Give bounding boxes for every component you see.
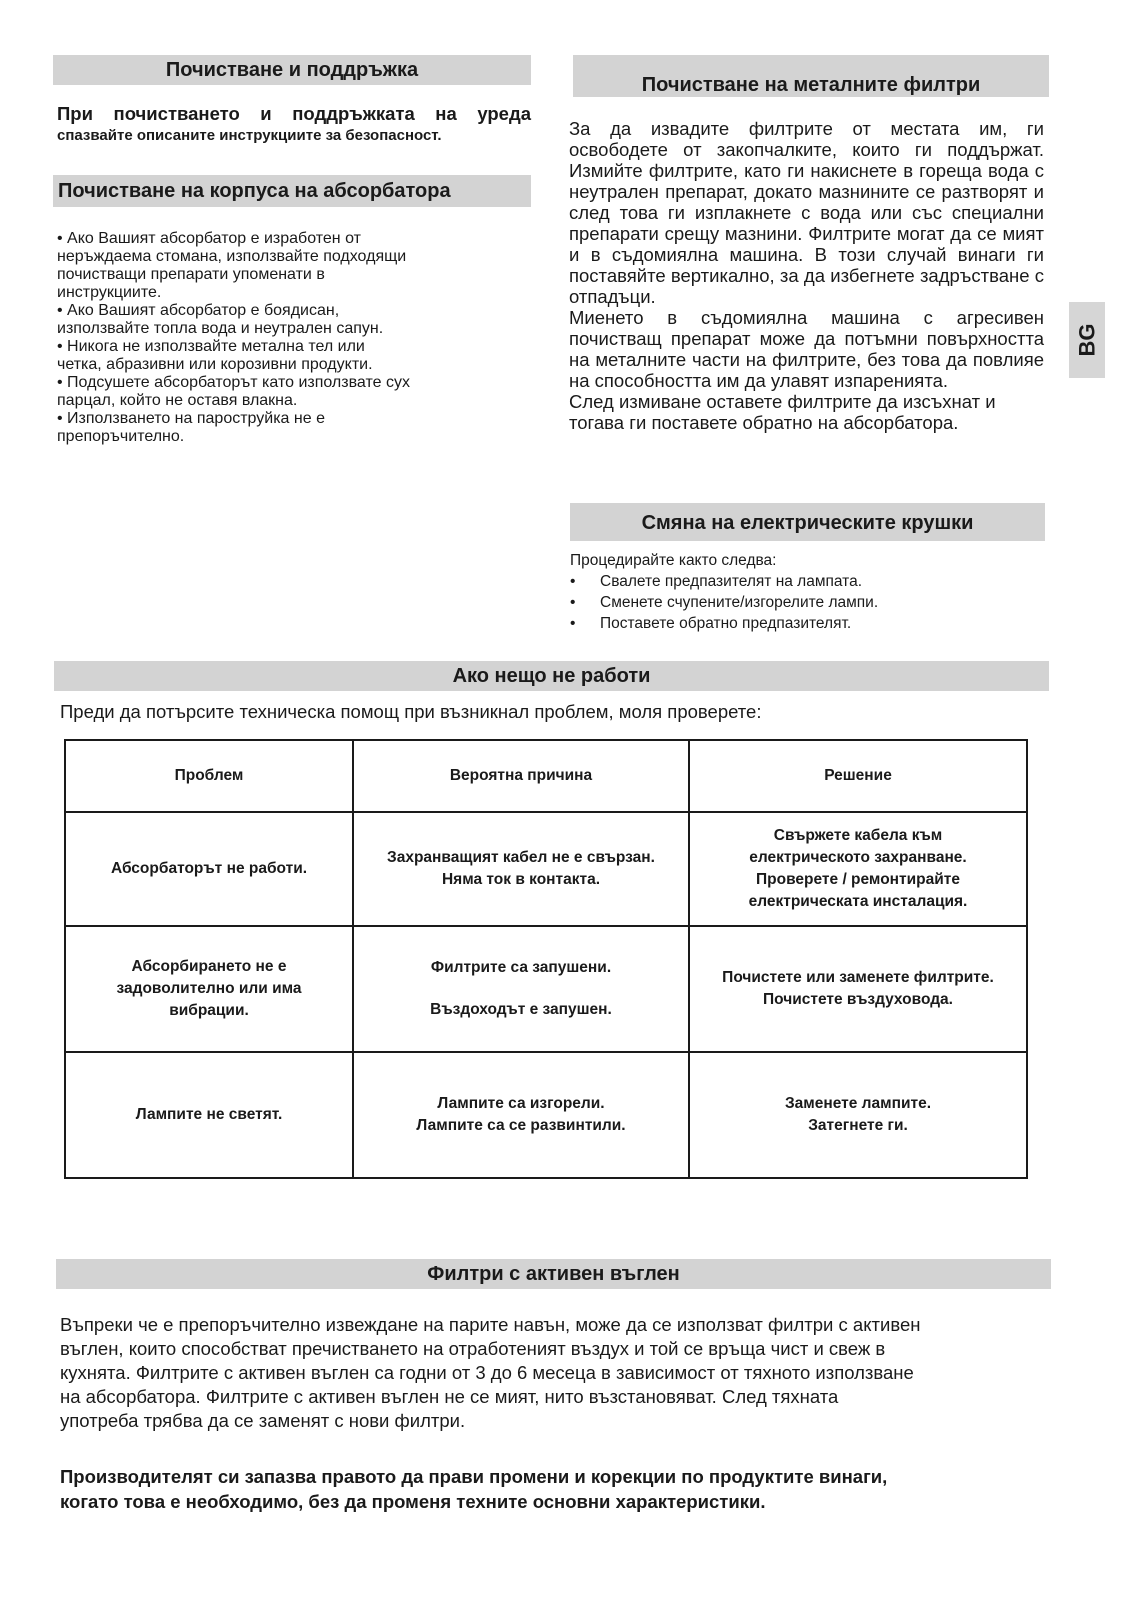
table-cell-line: Почистете въздуховода. bbox=[763, 991, 953, 1008]
table-cell-line: вибрации. bbox=[169, 1002, 249, 1019]
table-cell-line: Заменете лампите. bbox=[784, 1095, 932, 1112]
table-cell-line: Почистете или заменете филтрите. bbox=[722, 969, 994, 986]
bulbs-step bbox=[570, 613, 1045, 634]
table-cell-line: задоволително или има bbox=[116, 980, 302, 997]
table-cell-line: Лампите не светят. bbox=[135, 1106, 283, 1123]
manufacturer-notice bbox=[60, 1464, 1060, 1514]
bulbs-step bbox=[570, 592, 1045, 613]
troubleshooting-intro: Преди да потърсите техническа помощ при възникнал проблем, моля проверете: bbox=[60, 701, 762, 722]
body-cleaning-line: неръждаема стомана, използвайте подходящи bbox=[57, 248, 407, 265]
table-cell-line: Абсорбаторът не работи. bbox=[110, 860, 308, 877]
filters-paragraph-3: След измиване оставете филтрите да изсъхнат и тогава ги поставете обратно на абсорбатора. bbox=[569, 391, 996, 433]
table-cell-solution bbox=[689, 812, 1027, 926]
table-cell-line: Свържете кабела към bbox=[773, 827, 943, 844]
body-cleaning-text bbox=[57, 230, 537, 446]
table-cell-solution bbox=[689, 926, 1027, 1052]
table-row bbox=[65, 812, 1027, 926]
body-cleaning-line: почистващи препарати упоменати в bbox=[57, 266, 325, 283]
table-cell-line: Лампите са изгорели. bbox=[437, 1095, 605, 1112]
body-cleaning-line: • Подсушете абсорбаторът като използвате сух bbox=[57, 374, 410, 391]
table-cell-problem bbox=[65, 1052, 353, 1178]
body-cleaning-line: използвайте топла вода и неутрален сапун. bbox=[57, 320, 384, 337]
table-cell-cause bbox=[353, 812, 689, 926]
intro-lead: При почистването и поддръжката на уреда bbox=[57, 103, 531, 124]
table-header-row bbox=[65, 740, 1027, 812]
body-cleaning-line: парцал, който не оставя влакна. bbox=[57, 392, 298, 409]
body-cleaning-line: препоръчително. bbox=[57, 428, 185, 445]
table-cell-line: Захранващият кабел не е свързан. bbox=[387, 849, 655, 866]
table-cell-line: Няма ток в контакта. bbox=[441, 871, 601, 888]
section-title-bulbs: Смяна на електрическите крушки bbox=[570, 503, 1045, 541]
table-header-cell: Решение bbox=[689, 740, 1027, 812]
table-cell-line: електрическото захранване. bbox=[749, 849, 967, 866]
table-cell-solution bbox=[689, 1052, 1027, 1178]
bullet-icon: • bbox=[570, 573, 576, 590]
notice-line: когато това е необходимо, без да променя техните основни характеристики. bbox=[60, 1491, 766, 1512]
body-cleaning-line: • Никога не използвайте метална тел или bbox=[57, 338, 365, 355]
filters-paragraph-2: Миенето в съдомиялна машина с агресивен почистващ препарат може да потъмни повърхността на металните части на филтрите, без това да повлияе на способността им да улавят изпаренията. bbox=[569, 307, 1044, 391]
carbon-filters-text bbox=[60, 1313, 1060, 1433]
language-tab bbox=[1069, 302, 1105, 378]
table-header-cell: Вероятна причина bbox=[353, 740, 689, 812]
carbon-text-line: на абсорбатора. Филтрите с активен въглен не се мият, нито възстановяват. След тяхната bbox=[60, 1386, 839, 1407]
intro-rest: спазвайте описаните инструкциите за безопасност. bbox=[57, 127, 442, 144]
bulbs-steps-list bbox=[570, 571, 1045, 634]
table-cell-line: електрическата инсталация. bbox=[748, 893, 968, 910]
table-cell-line: Лампите са се развинтили. bbox=[416, 1117, 626, 1134]
table-cell-cause bbox=[353, 926, 689, 1052]
notice-line: Производителят си запазва правото да прави промени и корекции по продуктите винаги, bbox=[60, 1466, 888, 1487]
table-cell-line: Затегнете ги. bbox=[808, 1117, 908, 1134]
bulbs-step-text: Сменете счупените/изгорелите лампи. bbox=[600, 594, 879, 611]
bulbs-step-text: Поставете обратно предпазителят. bbox=[600, 615, 852, 632]
bulbs-instructions bbox=[570, 550, 1045, 634]
metal-filters-title: Почистване на металните филтри bbox=[641, 74, 981, 96]
cleaning-intro bbox=[57, 104, 531, 146]
table-cell-line bbox=[358, 979, 684, 999]
carbon-text-line: кухнята. Филтрите с активен въглен са годни от 3 до 6 месеца в зависимост от тяхното използване bbox=[60, 1362, 914, 1383]
table-row bbox=[65, 926, 1027, 1052]
table-cell-line: Въздоходът е запушен. bbox=[430, 1001, 612, 1018]
table-row bbox=[65, 1052, 1027, 1178]
table-cell-line: Проверете / ремонтирайте bbox=[756, 871, 960, 888]
bullet-icon: • bbox=[570, 594, 576, 611]
table-cell-problem bbox=[65, 926, 353, 1052]
bulbs-step bbox=[570, 571, 1045, 592]
section-title-troubleshooting: Ако нещо не работи bbox=[54, 661, 1049, 691]
body-cleaning-line: • Ако Вашият абсорбатор е боядисан, bbox=[57, 302, 340, 319]
troubleshooting-table bbox=[64, 739, 1028, 1179]
body-cleaning-line: • Използването на пароструйка не е bbox=[57, 410, 325, 427]
metal-filters-text bbox=[569, 118, 1044, 433]
section-title-body-cleaning: Почистване на корпуса на абсорбатора bbox=[53, 175, 531, 207]
table-cell-problem bbox=[65, 812, 353, 926]
bullet-icon: • bbox=[570, 615, 576, 632]
troubleshooting-table-wrap bbox=[64, 739, 1028, 1179]
section-title-metal-filters bbox=[573, 55, 1049, 97]
section-title-carbon-filters: Филтри с активен въглен bbox=[56, 1259, 1051, 1289]
table-cell-cause bbox=[353, 1052, 689, 1178]
bulbs-intro: Процедирайте както следва: bbox=[570, 552, 777, 569]
filters-paragraph-1: За да извадите филтрите от местата им, ги освободете от закопчалките, които ги поддържат. Измийте филтрите, като ги накиснете в гореща вода с неутрален препарат, докато мазнините се разтворят и след това ги изплакнете с вода или със специални препарати срещу мазнини. Филтрите могат да се мият и в съдомиялна машина. В този случай винаги ги поставяйте вертикално, за да избегнете задръстване с отпадъци. bbox=[569, 118, 1044, 307]
language-tab-label: BG bbox=[1074, 323, 1099, 357]
carbon-text-line: Въпреки че е препоръчително извеждане на парите навън, може да се използват филтри с активен bbox=[60, 1314, 921, 1335]
table-cell-line: Филтрите са запушени. bbox=[430, 959, 612, 976]
body-cleaning-line: инструкциите. bbox=[57, 284, 162, 301]
body-cleaning-line: • Ако Вашият абсорбатор е изработен от bbox=[57, 230, 361, 247]
table-header-cell: Проблем bbox=[65, 740, 353, 812]
body-cleaning-line: четка, абразивни или корозивни продукти. bbox=[57, 356, 373, 373]
section-title-cleaning: Почистване и поддръжка bbox=[53, 55, 531, 85]
carbon-text-line: употреба трябва да се заменят с нови филтри. bbox=[60, 1410, 466, 1431]
bulbs-step-text: Свалете предпазителят на лампата. bbox=[600, 573, 863, 590]
table-cell-line: Абсорбирането не е bbox=[131, 958, 287, 975]
carbon-text-line: въглен, които способстват пречистването на отработеният въздух и той се връща чист и свеж в bbox=[60, 1338, 886, 1359]
